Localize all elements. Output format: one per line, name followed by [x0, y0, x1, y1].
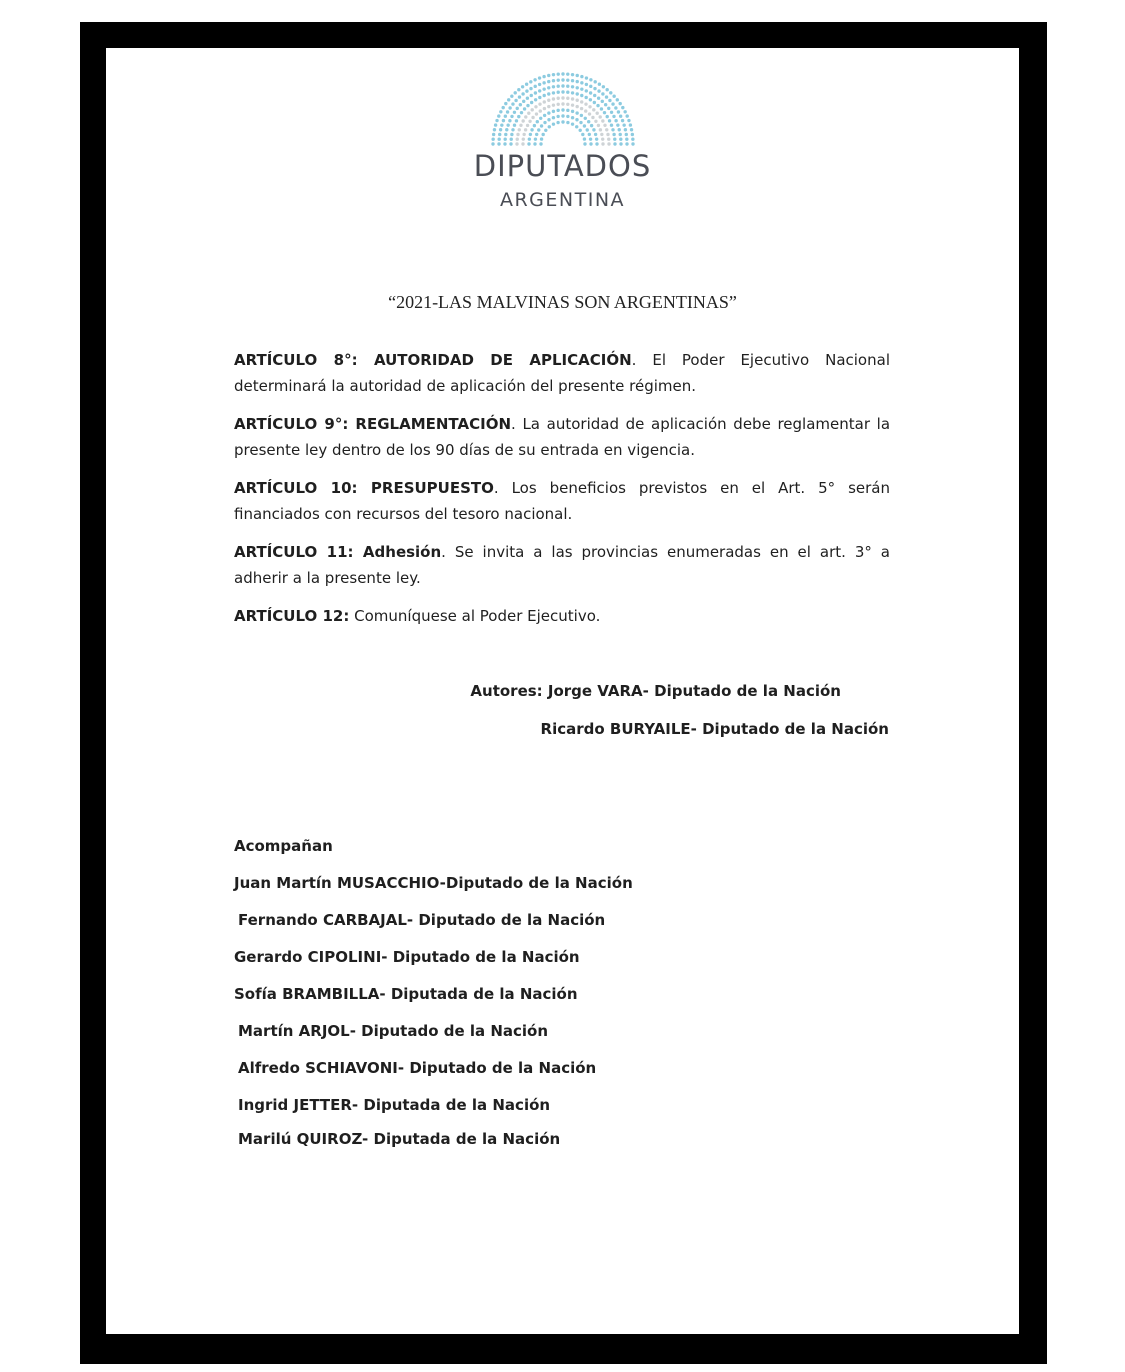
author-line-1: Autores: Jorge VARA- Diputado de la Nación	[470, 682, 841, 700]
acompanan-section	[234, 834, 633, 1164]
list-item: Marilú QUIROZ- Diputada de la Nación	[238, 1130, 561, 1148]
article-9	[234, 411, 890, 463]
article-text: . Los beneficios previstos en el Art. 5° serán financiados con recursos del tesoro nacional.	[234, 479, 890, 523]
logo-title: DIPUTADOS	[473, 149, 652, 183]
article-label: ARTÍCULO 8°: AUTORIDAD DE APLICACIÓN	[234, 351, 632, 369]
article-label: ARTÍCULO 10: PRESUPUESTO	[234, 479, 494, 497]
year-motto: “2021-LAS MALVINAS SON ARGENTINAS”	[388, 292, 737, 312]
list-item: Sofía BRAMBILLA- Diputada de la Nación	[234, 985, 578, 1003]
list-item: Juan Martín MUSACCHIO-Diputado de la Nación	[234, 874, 633, 892]
list-item: Gerardo CIPOLINI- Diputado de la Nación	[234, 948, 580, 966]
article-label: ARTÍCULO 9°: REGLAMENTACIÓN	[234, 415, 512, 433]
logo-subtitle: ARGENTINA	[499, 189, 626, 211]
acompanan-title: Acompañan	[234, 837, 333, 855]
document-page	[106, 48, 1019, 1334]
article-10	[234, 475, 890, 527]
article-label: ARTÍCULO 11: Adhesión	[234, 543, 442, 561]
author-line-2: Ricardo BURYAILE- Diputado de la Nación	[540, 720, 889, 738]
list-item: Fernando CARBAJAL- Diputado de la Nación	[238, 911, 606, 929]
article-text: . La autoridad de aplicación debe reglamentar la presente ley dentro de los 90 días de su entrada en vigencia.	[234, 415, 891, 459]
article-text: . Se invita a las provincias enumeradas en el art. 3° a adherir a la presente ley.	[234, 543, 890, 587]
acompanan-list	[234, 871, 633, 1164]
parliament-hemicycle-icon	[488, 70, 638, 146]
article-12	[234, 603, 890, 629]
article-text: . El Poder Ejecutivo Nacional determinará la autoridad de aplicación del presente régimen.	[234, 351, 890, 395]
article-text: Comuníquese al Poder Ejecutivo.	[349, 607, 601, 625]
list-item: Ingrid JETTER- Diputada de la Nación	[238, 1096, 551, 1114]
article-label: ARTÍCULO 12:	[234, 607, 350, 625]
article-8	[234, 347, 890, 399]
black-frame	[80, 22, 1047, 1364]
articles-section	[234, 347, 890, 641]
list-item: Alfredo SCHIAVONI- Diputado de la Nación	[238, 1059, 597, 1077]
article-11	[234, 539, 890, 591]
list-item: Martín ARJOL- Diputado de la Nación	[238, 1022, 549, 1040]
diputados-logo	[106, 70, 1019, 210]
